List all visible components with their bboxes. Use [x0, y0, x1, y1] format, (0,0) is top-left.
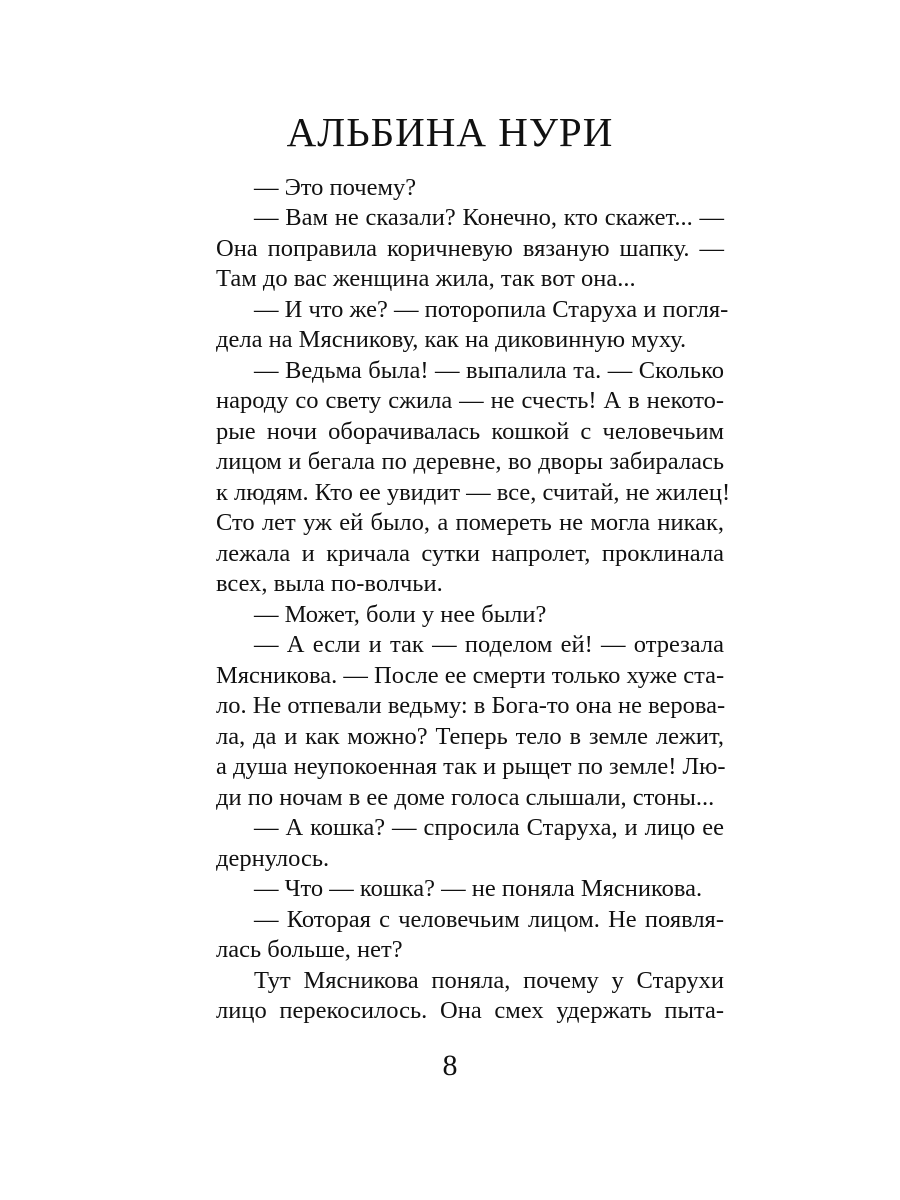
- text-line: — Которая с человечьим лицом. Не появля-: [254, 906, 724, 933]
- text-line: — Это почему?: [254, 174, 417, 201]
- text-line: а душа неупокоенная так и рыщет по земле! Лю-: [216, 753, 726, 780]
- text-line: — И что же? — поторопила Старуха и погля-: [254, 296, 729, 323]
- text-line: — А если и так — поделом ей! — отрезала: [254, 631, 724, 658]
- text-line: рые ночи оборачивалась кошкой с человечьим: [216, 418, 724, 445]
- text-line: лась больше, нет?: [216, 936, 403, 963]
- text-line: к людям. Кто ее увидит — все, считай, не жилец!: [216, 479, 731, 506]
- text-line: всех, выла по-волчьи.: [216, 570, 443, 597]
- text-line: — Вам не сказали? Конечно, кто скажет... —: [254, 204, 724, 231]
- text-line: Тут Мясникова поняла, почему у Старухи: [254, 967, 724, 994]
- text-line: Там до вас женщина жила, так вот она...: [216, 265, 636, 292]
- text-line: — Может, боли у нее были?: [254, 601, 547, 628]
- text-line: Она поправила коричневую вязаную шапку. —: [216, 235, 724, 262]
- text-line: лицом и бегала по деревне, во дворы забиралась: [216, 448, 724, 475]
- text-line: Мясникова. — После ее смерти только хуже ста-: [216, 662, 725, 689]
- text-line: — Ведьма была! — выпалила та. — Сколько: [254, 357, 724, 384]
- text-line: дела на Мясникову, как на диковинную муху.: [216, 326, 687, 353]
- text-line: лицо перекосилось. Она смех удержать пыта-: [216, 997, 724, 1024]
- text-line: — А кошка? — спросила Старуха, и лицо ее: [254, 814, 724, 841]
- text-line: ла, да и как можно? Теперь тело в земле лежит,: [216, 723, 724, 750]
- text-line: — Что — кошка? — не поняла Мясникова.: [254, 875, 703, 902]
- text-line: лежала и кричала сутки напролет, проклинала: [216, 540, 724, 567]
- page-number: 8: [442, 1049, 458, 1082]
- text-line: Сто лет уж ей было, а помереть не могла никак,: [216, 509, 724, 536]
- text-line: дернулось.: [216, 845, 330, 872]
- running-header-author: АЛЬБИНА НУРИ: [286, 109, 614, 155]
- text-line: ло. Не отпевали ведьму: в Бога-то она не верова-: [216, 692, 726, 719]
- text-line: ди по ночам в ее доме голоса слышали, стоны...: [216, 784, 715, 811]
- text-line: народу со свету сжила — не счесть! А в некото-: [216, 387, 724, 414]
